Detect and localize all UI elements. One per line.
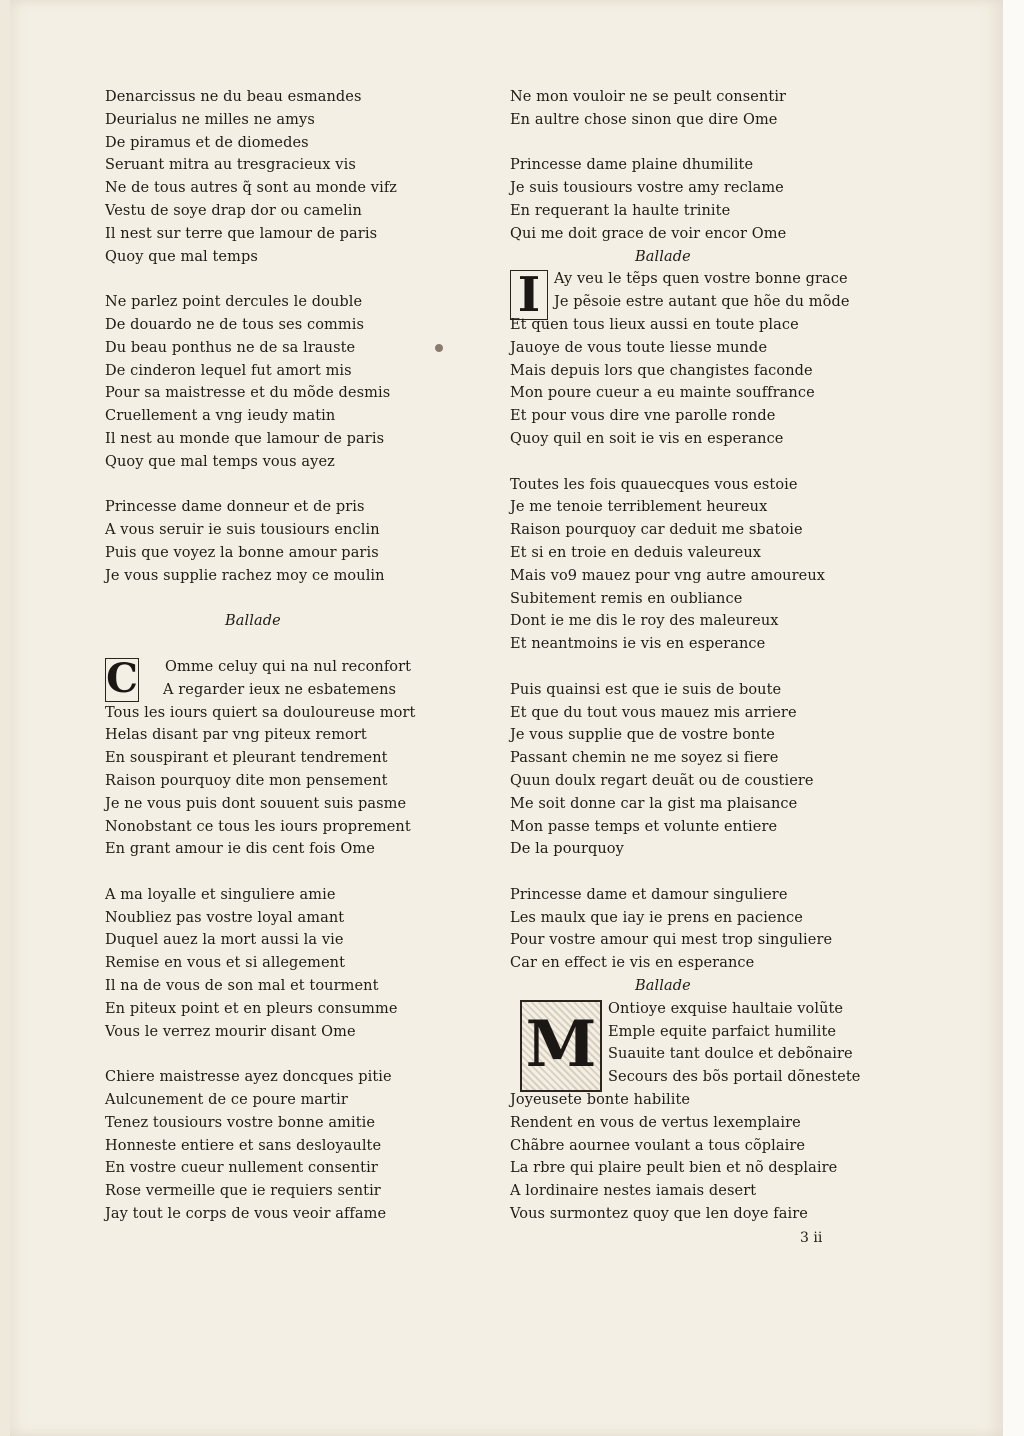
decorated-initial: M [520,1000,602,1092]
verse-line: A lordinaire nestes iamais desert [510,1183,757,1200]
verse-line: Deurialus ne milles ne amys [105,111,315,128]
ballade-heading: Ballade [635,248,691,265]
verse-line: Raison pourquoy car deduit me sbatoie [510,522,803,539]
verse-line: Les maulx que iay ie prens en pacience [510,909,803,926]
verse-line: Denarcissus ne du beau esmandes [105,89,362,105]
verse-line: En souspirant et pleurant tendrement [105,750,388,767]
verse-line: De douardo ne de tous ses commis [105,316,365,333]
verse-line: Helas disant par vng piteux remort [105,727,367,744]
verse-line: Ne mon vouloir ne se peult consentir [510,89,787,105]
verse-line: Et que du tout vous mauez mis arriere [510,704,797,721]
verse-line: Princesse dame donneur et de pris [105,499,365,516]
verse-line: Quoy que mal temps vous ayez [105,453,335,470]
verse-line: Passant chemin ne me soyez si fiere [510,750,779,767]
verse-line: Je ne vous puis dont souuent suis pasme [105,795,407,812]
verse-line: Emple equite parfaict humilite [608,1023,837,1040]
verse-line: Subitement remis en oubliance [510,590,743,607]
verse-line: En grant amour ie dis cent fois Ome [105,841,375,858]
verse-line: Pour vostre amour qui mest trop singuliere [510,932,833,949]
stanza [105,656,495,861]
verse-line: Qui me doit grace de voir encor Ome [510,225,787,242]
verse-line: Cruellement a vng ieudy matin [105,408,336,425]
verse-line: Secours des bõs portail dõnestete [608,1069,861,1086]
verse-line: Et si en troie en deduis valeureux [510,544,762,561]
verse-line: Duquel auez la mort aussi la vie [105,932,344,949]
verse-line: Du beau ponthus ne de sa lrauste [105,339,356,356]
verse-line: Mais depuis lors que changistes faconde [510,362,813,379]
stanza [510,474,910,656]
verse-line: Suauite tant doulce et debõnaire [608,1046,853,1063]
right-column [510,86,910,1226]
stanza [510,86,910,132]
ballade-heading: Ballade [225,613,281,630]
verse-line: Mais vo9 mauez pour vng autre amoureux [510,567,826,584]
verse-line: De la pourquoy [510,841,624,858]
decorated-initial: I [510,270,548,320]
verse-line: Quun doulx regart deuãt ou de coustiere [510,772,814,789]
verse-line: Vestu de soye drap dor ou camelin [105,202,362,219]
verse-line: Me soit donne car la gist ma plaisance [510,795,798,812]
stanza [105,291,495,473]
verse-line: La rbre qui plaire peult bien et nõ desplaire [510,1160,838,1177]
left-column [105,86,495,1226]
verse-line: Tenez tousiours vostre bonne amitie [105,1114,376,1131]
verse-line: Ne parlez point dercules le double [105,294,363,311]
stanza [105,496,495,587]
verse-line: Jay tout le corps de vous veoir affame [105,1206,387,1223]
verse-line: Mon poure cueur a eu mainte souffrance [510,385,815,402]
stanza [510,884,910,975]
verse-line: Chãbre aournee voulant a tous cõplaire [510,1137,806,1154]
verse-line: De piramus et de diomedes [105,134,309,151]
stanza [510,998,910,1226]
verse-line: Omme celuy qui na nul reconfort [165,658,412,675]
signature-mark: 3 ii [800,1230,823,1246]
verse-line: Princesse dame et damour singuliere [510,886,788,903]
verse-line: Je me tenoie terriblement heureux [510,499,768,516]
verse-line: Pour sa maistresse et du mõde desmis [105,385,391,402]
verse-line: Raison pourquoy dite mon pensement [105,772,388,789]
verse-line: Il nest au monde que lamour de paris [105,430,385,447]
verse-line: Dont ie me dis le roy des maleureux [510,613,779,630]
verse-line: Puis quainsi est que ie suis de boute [510,681,782,698]
verse-line: En aultre chose sinon que dire Ome [510,111,778,128]
decorated-initial: C [106,654,138,702]
verse-line: Je vous supplie que de vostre bonte [510,727,775,744]
stanza [510,679,910,861]
ballade-heading: Ballade [635,978,691,995]
book-page [10,0,1003,1436]
verse-line: Remise en vous et si allegement [105,955,346,972]
ink-blot [435,344,443,352]
verse-line: Quoy que mal temps [105,248,258,265]
verse-line: En requerant la haulte trinite [510,202,731,219]
verse-line: Je pẽsoie estre autant que hõe du mõde [554,294,850,311]
verse-line: Rendent en vous de vertus lexemplaire [510,1114,801,1131]
stanza [510,154,910,245]
verse-line: Je vous supplie rachez moy ce moulin [105,567,385,584]
verse-line: Quoy quil en soit ie vis en esperance [510,430,784,447]
verse-line: A ma loyalle et singuliere amie [105,886,336,903]
verse-line: Princesse dame plaine dhumilite [510,157,754,174]
verse-line: Et pour vous dire vne parolle ronde [510,408,776,425]
page-edge [1003,0,1024,1436]
verse-line: Je suis tousiours vostre amy reclame [510,180,784,197]
verse-line: Il na de vous de son mal et tourment [105,978,379,995]
stanza [510,268,910,450]
verse-line: Honneste entiere et sans desloyaulte [105,1137,382,1154]
verse-line: Aulcunement de ce poure martir [105,1092,348,1109]
verse-line: Ontioye exquise haultaie volũte [608,1000,844,1017]
verse-line: Seruant mitra au tresgracieux vis [105,157,356,174]
verse-line: Ne de tous autres q̃ sont au monde vifz [105,180,398,197]
verse-line: A regarder ieux ne esbatemens [163,681,397,698]
verse-line: De cinderon lequel fut amort mis [105,362,352,379]
verse-line: Vous le verrez mourir disant Ome [105,1023,356,1040]
verse-line: Et neantmoins ie vis en esperance [510,636,766,653]
stanza [105,86,495,268]
stanza [105,1066,495,1226]
verse-line: Jauoye de vous toute liesse munde [510,339,768,356]
verse-line: Rose vermeille que ie requiers sentir [105,1183,381,1200]
verse-line: Nonobstant ce tous les iours proprement [105,818,411,835]
verse-line: En piteux point et en pleurs consumme [105,1000,398,1017]
verse-line: Et quen tous lieux aussi en toute place [510,316,799,333]
verse-line: Car en effect ie vis en esperance [510,955,755,972]
verse-line: Vous surmontez quoy que len doye faire [510,1206,808,1223]
verse-line: En vostre cueur nullement consentir [105,1160,378,1177]
verse-line: Joyeusete bonte habilite [510,1092,691,1109]
stanza [105,884,495,1044]
verse-line: Noubliez pas vostre loyal amant [105,909,345,926]
verse-line: Toutes les fois quauecques vous estoie [510,476,798,493]
verse-line: Chiere maistresse ayez doncques pitie [105,1069,392,1086]
verse-line: Tous les iours quiert sa douloureuse mort [105,704,416,721]
verse-line: Ay veu le tẽps quen vostre bonne grace [554,271,848,288]
verse-line: Mon passe temps et volunte entiere [510,818,778,835]
verse-line: A vous seruir ie suis tousiours enclin [105,522,380,539]
verse-line: Il nest sur terre que lamour de paris [105,225,378,242]
verse-line: Puis que voyez la bonne amour paris [105,544,379,561]
